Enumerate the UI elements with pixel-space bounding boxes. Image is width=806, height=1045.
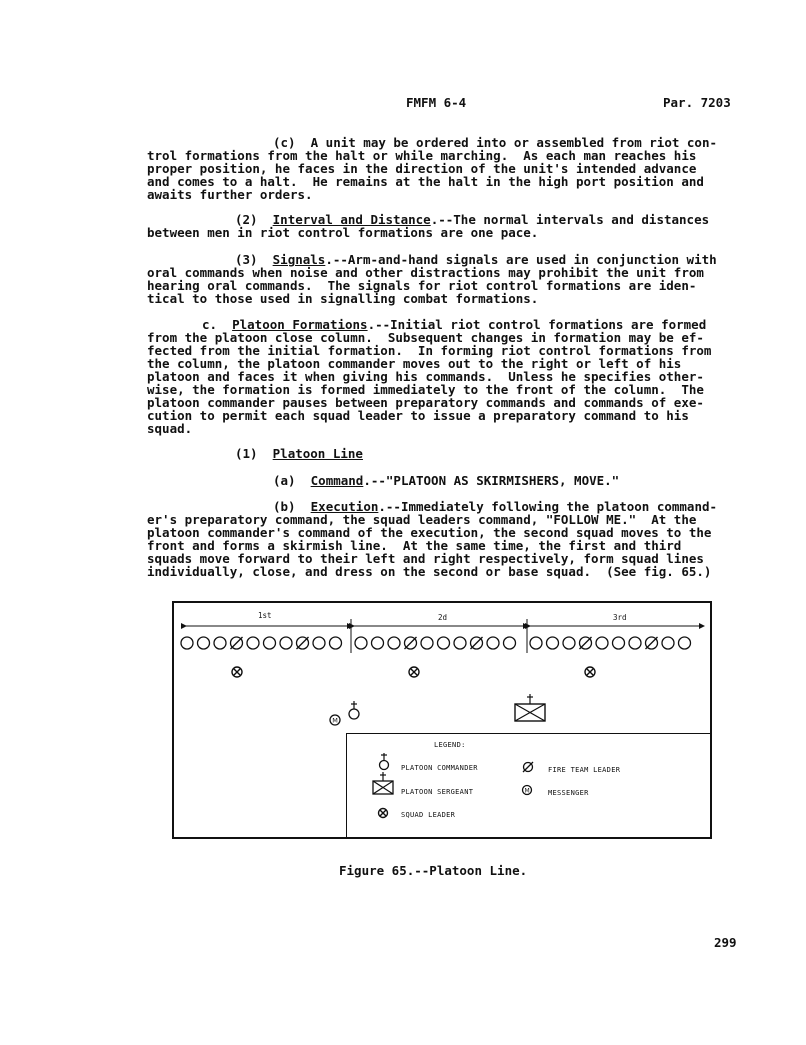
legend-platoon-sergeant: PLATOON SERGEANT bbox=[401, 788, 474, 796]
para-c-line-3: proper position, he faces in the direction of the unit's intended advance bbox=[147, 161, 697, 176]
para-b-line-2: er's preparatory command, the squad leaders command, "FOLLOW ME." At the bbox=[147, 512, 697, 527]
rifleman bbox=[313, 637, 325, 649]
legend-title: LEGEND: bbox=[434, 741, 466, 749]
para-pc-num: c. bbox=[202, 317, 233, 332]
para-b-line-5: squads move forward to their left and right respectively, form squad lines bbox=[147, 551, 704, 566]
para-1-title: Platoon Line bbox=[272, 446, 363, 461]
para-pc-title: Platoon Formations bbox=[232, 317, 368, 332]
squad-label-2d: 2d bbox=[438, 613, 448, 622]
squad-label-3rd: 3rd bbox=[613, 613, 627, 622]
rifleman bbox=[563, 637, 575, 649]
rifleman bbox=[438, 637, 450, 649]
rifleman bbox=[247, 637, 259, 649]
para-2-rest: .--The normal intervals and distances bbox=[430, 212, 710, 227]
figure-caption: Figure 65.--Platoon Line. bbox=[339, 863, 528, 878]
legend-messenger: MESSENGER bbox=[548, 789, 589, 797]
para-b-line-4: front and forms a skirmish line. At the same time, the first and third bbox=[147, 538, 682, 553]
rifleman bbox=[388, 637, 400, 649]
rifleman bbox=[662, 637, 674, 649]
header-right: Par. 7203 bbox=[663, 95, 731, 110]
para-pc-line-3: fected from the initial formation. In forming riot control formations from bbox=[147, 343, 712, 358]
para-2-line-2: between men in riot control formations are one pace. bbox=[147, 225, 539, 240]
para-a-line bbox=[273, 474, 619, 487]
para-pc-line-8: cution to permit each squad leader to issue a preparatory command to his bbox=[147, 408, 689, 423]
para-2-num: (2) bbox=[235, 212, 273, 227]
para-c-line-4: and comes to a halt. He remains at the halt in the high port position and bbox=[147, 174, 704, 189]
rifleman bbox=[487, 637, 499, 649]
rifleman bbox=[372, 637, 384, 649]
rifleman bbox=[198, 637, 210, 649]
rifleman bbox=[264, 637, 276, 649]
legend-platoon-commander: PLATOON COMMANDER bbox=[401, 764, 478, 772]
rifleman bbox=[280, 637, 292, 649]
para-3-rest: .--Arm-and-hand signals are used in conjunction with bbox=[325, 252, 717, 267]
para-c-line-1: (c) A unit may be ordered into or assembled from riot con- bbox=[273, 135, 718, 150]
para-1-line bbox=[235, 447, 363, 460]
para-b-title: Execution bbox=[310, 499, 379, 514]
rifleman bbox=[596, 637, 608, 649]
para-2-title: Interval and Distance bbox=[272, 212, 431, 227]
svg-text:M: M bbox=[524, 787, 530, 795]
rifleman bbox=[214, 637, 226, 649]
para-3-line-3: hearing oral commands. The signals for riot control formations are iden- bbox=[147, 278, 697, 293]
para-b-num: (b) bbox=[273, 499, 311, 514]
para-pc-line-4: the column, the platoon commander moves out to the right or left of his bbox=[147, 356, 682, 371]
para-c-line-5: awaits further orders. bbox=[147, 187, 313, 202]
para-a-title: Command bbox=[310, 473, 364, 488]
rifleman bbox=[547, 637, 559, 649]
header-left: FMFM 6-4 bbox=[406, 95, 467, 110]
rifleman bbox=[355, 637, 367, 649]
para-a-rest: .--"PLATOON AS SKIRMISHERS, MOVE." bbox=[363, 473, 620, 488]
rifleman bbox=[629, 637, 641, 649]
para-a-num: (a) bbox=[273, 473, 311, 488]
rifleman bbox=[679, 637, 691, 649]
para-3-line-4: tical to those used in signalling combat formations. bbox=[147, 291, 539, 306]
legend-fire-team-leader: FIRE TEAM LEADER bbox=[548, 766, 621, 774]
para-3-title: Signals bbox=[272, 252, 326, 267]
squad-label-1st: 1st bbox=[258, 611, 272, 620]
para-pc-line-5: platoon and faces it when giving his commands. Unless he specifies other- bbox=[147, 369, 704, 384]
platoon-commander bbox=[349, 709, 359, 719]
para-pc-line-7: platoon commander pauses between preparatory commands and commands of exe- bbox=[147, 395, 704, 410]
legend-squad-leader: SQUAD LEADER bbox=[401, 811, 456, 819]
rifleman bbox=[454, 637, 466, 649]
para-pc-line-2: from the platoon close column. Subsequent changes in formation may be ef- bbox=[147, 330, 704, 345]
rifleman bbox=[421, 637, 433, 649]
rifleman bbox=[181, 637, 193, 649]
rifleman bbox=[613, 637, 625, 649]
rifleman bbox=[504, 637, 516, 649]
messenger-mark: M bbox=[332, 716, 338, 725]
para-1-num: (1) bbox=[235, 446, 273, 461]
para-b-line-3: platoon commander's command of the execution, the second squad moves to the bbox=[147, 525, 712, 540]
para-3-num: (3) bbox=[235, 252, 273, 267]
para-pc-rest: .--Initial riot control formations are formed bbox=[367, 317, 707, 332]
rifleman bbox=[330, 637, 342, 649]
para-b-line-6: individually, close, and dress on the second or base squad. (See fig. 65.) bbox=[147, 564, 712, 579]
legend-box bbox=[346, 733, 712, 839]
para-c-line-2: trol formations from the halt or while marching. As each man reaches his bbox=[147, 148, 697, 163]
para-b-rest: .--Immediately following the platoon command- bbox=[378, 499, 718, 514]
page-number: 299 bbox=[714, 935, 737, 950]
rifleman bbox=[530, 637, 542, 649]
para-pc-line-6: wise, the formation is formed immediately to the front of the column. The bbox=[147, 382, 704, 397]
para-3-line-2: oral commands when noise and other distractions may prohibit the unit from bbox=[147, 265, 704, 280]
para-pc-line-9: squad. bbox=[147, 421, 193, 436]
